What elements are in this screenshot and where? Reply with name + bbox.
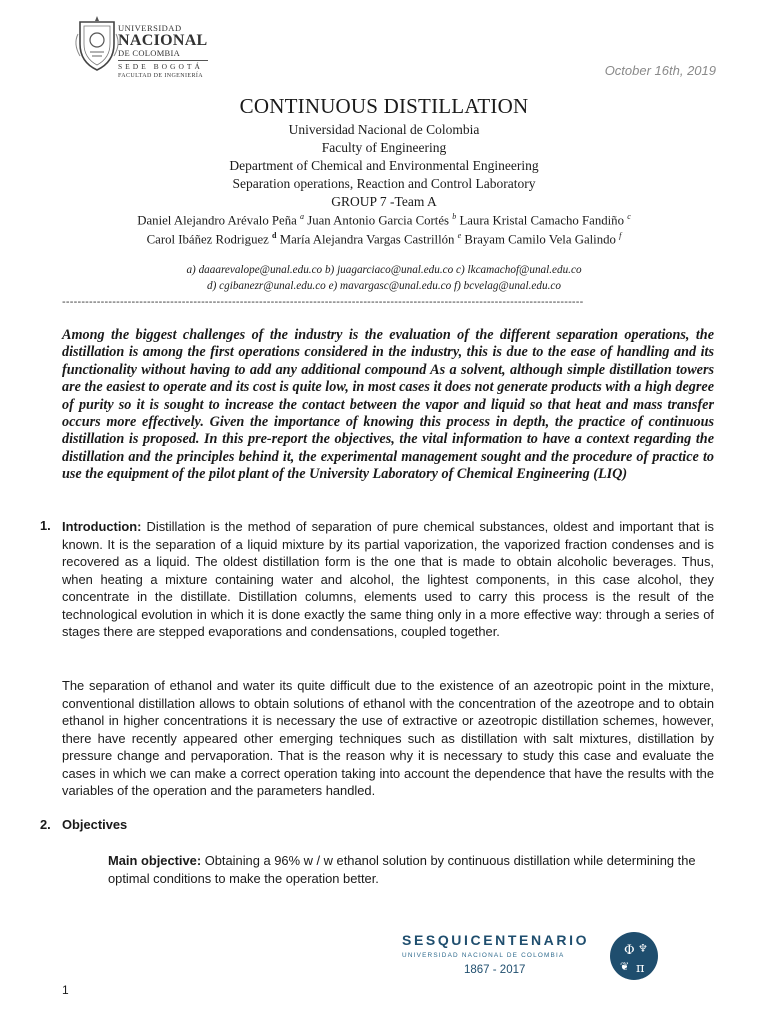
author-name: Brayam Camilo Vela Galindo [464, 232, 616, 247]
document-date: October 16th, 2019 [604, 63, 716, 78]
introduction-text-1: Distillation is the method of separation of pure chemical substances, oldest and important that is known. It is the separation of a liquid mixture by its partial vaporization, the vaporized fraction condenses and is recovered as a liquid. The oldest distillation form is the one that is made to obtain alcoholic beverages. Thus, when heating a mixture containing water and alcohol, the lightest components, in this case alcohol, they concentrate in the distillate. Distillation columns, elements used to carry this process is the result of the technological evolution in which it is done exactly the same thing only in a more effective way: through a series of stages there are stepped evaporations and condensations, coupled together. [62, 519, 714, 639]
sesquicentenario-title: SESQUICENTENARIO [402, 932, 590, 948]
section-number-objectives: 2. [40, 817, 51, 832]
author-name: María Alejandra Vargas Castrillón [279, 232, 455, 247]
document-title: CONTINUOUS DISTILLATION [239, 94, 529, 118]
author-sup: d [272, 231, 277, 240]
author-emails-line-1: a) daaarevalope@unal.edu.co b) juagarciaco@unal.edu.co c) lkcamachof@unal.edu.co [186, 264, 582, 276]
affiliation-university: Universidad Nacional de Colombia [288, 122, 480, 137]
introduction-paragraph-2: The separation of ethanol and water its quite difficult due to the existence of an azeotropic point in the mixture, conventional distillation allows to obtain solutions of ethanol with the concentration of the azeotrope and to obtain ethanol in higher concentrations it is necessary the use of extractive or azeotropic distillation schemes, however, there have recently appeared other emerging techniques such as distillation with salt mixtures, distillation by pressure change and pervaporation. That is the reason why it is necessary to study this case and evaluate the cases in which we can make a correct operation taking into account the dependence that have the results with the variables of the operation and the parameters handled. [62, 678, 714, 798]
logo-line2: NACIONAL [118, 32, 208, 49]
introduction-paragraph-1 [62, 518, 714, 641]
abstract: Among the biggest challenges of the industry is the evaluation of the different separation operations, the distillation is among the first operations considered in the industry, this is due to the ease of handling and its functionality without having to add any additional compound As a solvent, although simple distillation towers are the easiest to operate and its cost is quite low, in most cases it does not generate products with a high degree of purity so it is sought to increase the contact between the vapor and liquid so that heat and mass transfer occurs more effectively. Given the importance of knowing this process in depth, the practice of continuous distillation is proposed. In this pre-report the objectives, the vital information to have a context regarding the distillation and the principles behind it, the experimental management sought and the procedure of practice to use the equipment of the pilot plant of the University Laboratory of Chemical Engineering (LIQ) [62, 327, 714, 483]
sesquicentenario-subtitle: UNIVERSIDAD NACIONAL DE COLOMBIA [402, 952, 565, 959]
author-sup: e [457, 231, 462, 240]
introduction-heading: Introduction: [62, 519, 142, 534]
section-number-introduction: 1. [40, 518, 51, 533]
author-emails-line-2: d) cgibanezr@unal.edu.co e) mavargasc@unal.edu.co f) bcvelag@unal.edu.co [207, 280, 561, 292]
authors-line-1 [60, 212, 708, 228]
logo-line3: DE COLOMBIA [118, 48, 181, 58]
author-sup: a [300, 212, 305, 221]
svg-text:♆: ♆ [638, 942, 648, 955]
svg-text:Φ: Φ [624, 943, 635, 958]
affiliation-laboratory: Separation operations, Reaction and Control Laboratory [232, 176, 536, 191]
logo-line4: SEDE BOGOTÁ [118, 60, 208, 72]
author-sup: b [452, 212, 457, 221]
main-objective-text: Obtaining a 96% w / w ethanol solution by continuous distillation while determining the optimal conditions to make the operation better. [108, 853, 696, 886]
author-name: Juan Antonio Garcia Cortés [307, 213, 450, 228]
separator-line: --------------------------------------------------------------------------------------------------------------------------------------- [62, 296, 584, 308]
affiliation-group: GROUP 7 -Team A [331, 194, 437, 209]
affiliation-faculty: Faculty of Engineering [321, 140, 447, 155]
author-name: Carol Ibáñez Rodriguez [146, 232, 269, 247]
page-number: 1 [62, 983, 69, 997]
svg-text:❦: ❦ [620, 960, 630, 973]
university-logo [72, 14, 212, 78]
logo-line1: UNIVERSIDAD [118, 23, 182, 33]
logo-line5: FACULTAD DE INGENIERÍA [118, 73, 203, 79]
main-objective-label: Main objective: [108, 853, 202, 868]
university-seal-icon [72, 14, 122, 72]
author-name: Laura Kristal Camacho Fandiño [459, 213, 624, 228]
objectives-heading: Objectives [62, 817, 128, 832]
sesquicentenario-logo [402, 930, 648, 980]
affiliation-department: Department of Chemical and Environmental Engineering [229, 158, 539, 173]
sesquicentenario-years: 1867 - 2017 [464, 964, 526, 976]
author-sup: c [627, 212, 631, 221]
author-sup: f [619, 231, 622, 240]
main-objective [108, 852, 714, 887]
sesquicentenario-emblem-icon [608, 930, 660, 982]
author-name: Daniel Alejandro Arévalo Peña [137, 213, 297, 228]
authors-line-2 [60, 231, 708, 247]
logo-text [118, 24, 208, 80]
svg-text:π: π [636, 961, 645, 976]
